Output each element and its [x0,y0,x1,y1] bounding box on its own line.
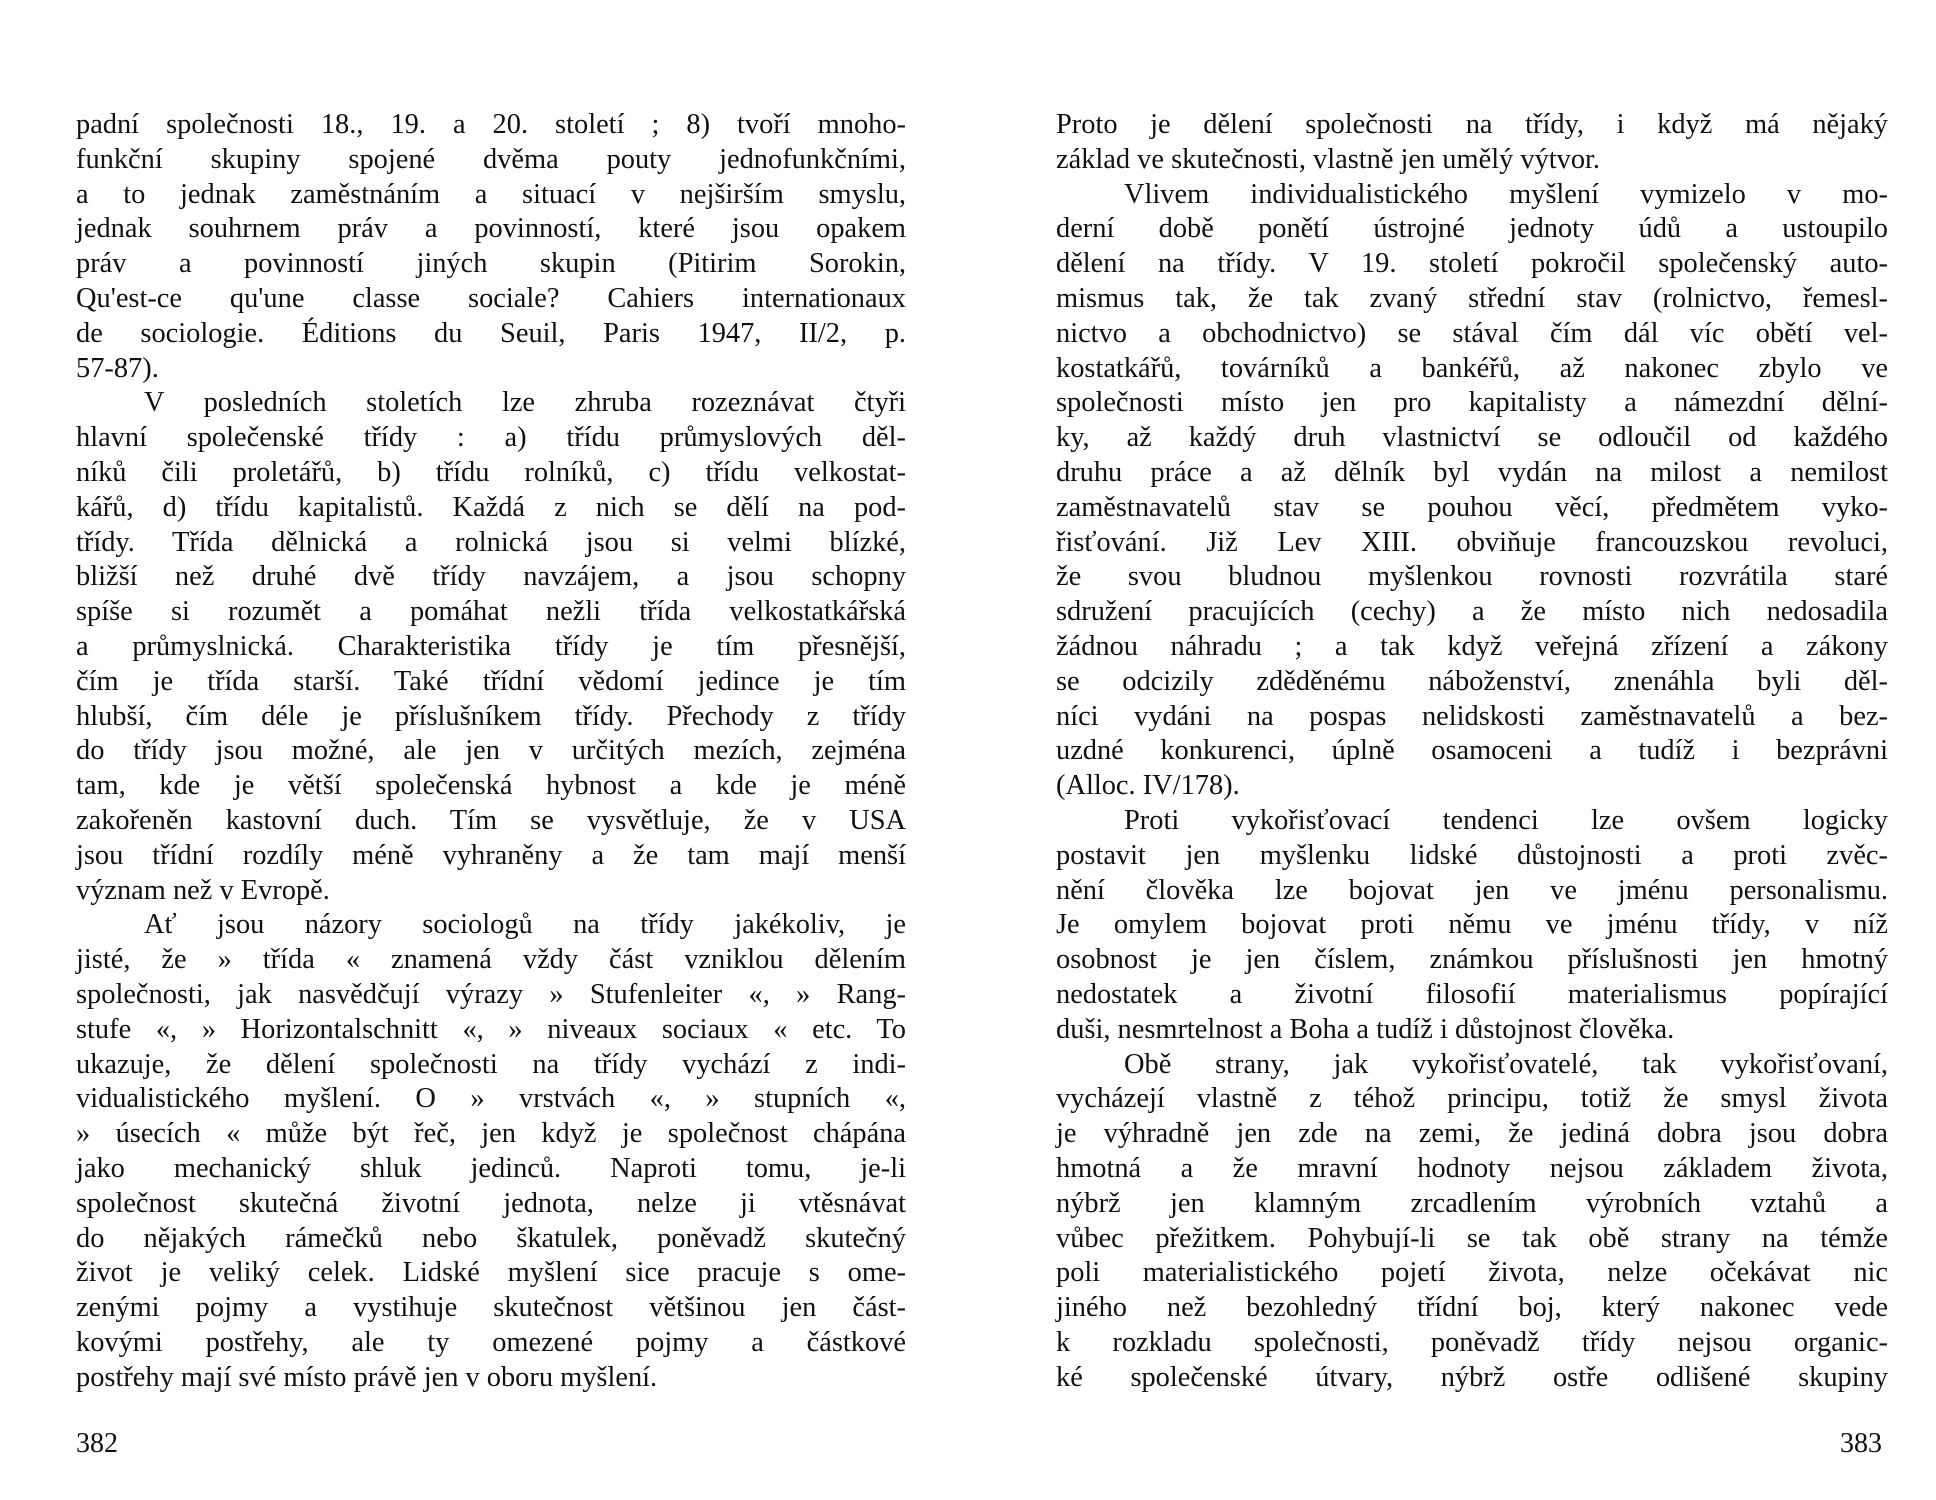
text-line: jednak souhrnem práv a povinností, které jsou opakem [76,213,906,245]
text-line: osobnost je jen číslem, známkou příslušnosti jen hmotný [1056,944,1888,976]
text-line: význam než v Evropě. [76,874,330,906]
text-line: níci vydáni na pospas nelidskosti zaměstnavatelů a bez- [1056,700,1888,732]
page-number-right: 383 [1840,1428,1882,1459]
text-line: se odcizily zděděnému náboženství, znenáhla byli děl- [1056,665,1888,697]
text-line: V posledních stoletích lze zhruba rozeznávat čtyři [144,387,906,419]
text-line: (Alloc. IV/178). [1056,770,1240,802]
text-line: zaměstnavatelů stav se pouhou věcí, předmětem vyko- [1056,491,1888,523]
text-line: kostatkářů, továrníků a bankéřů, až nakonec zbylo ve [1056,352,1888,384]
text-line: ké společenské útvary, nýbrž ostře odlišené skupiny [1056,1361,1888,1393]
text-line: ukazuje, že dělení společnosti na třídy vychází z indi- [76,1048,906,1080]
text-line: mismus tak, že tak zvaný střední stav (rolnictvo, řemesl- [1056,282,1888,314]
text-line: vidualistického myšlení. O » vrstvách «, » stupních «, [76,1083,906,1115]
text-line: poli materialistického pojetí života, nelze očekávat nic [1056,1257,1888,1289]
text-line: 57-87). [76,352,159,384]
text-line: de sociologie. Éditions du Seuil, Paris 1947, II/2, p. [76,317,906,349]
text-line: Vlivem individualistického myšlení vymizelo v mo- [1124,178,1888,210]
text-line: a to jednak zaměstnáním a situací v nejširším smyslu, [76,178,906,210]
text-line: Qu'est-ce qu'une classe sociale? Cahiers internationaux [76,282,906,314]
text-line: základ ve skutečnosti, vlastně jen umělý výtvor. [1056,143,1601,175]
text-line: jsou třídní rozdíly méně vyhraněny a že tam mají menší [76,839,906,871]
text-line: společnost skutečná životní jednota, nelze ji vtěsnávat [76,1187,906,1219]
text-line: nedostatek a životní filosofií materialismus popírající [1056,978,1888,1010]
text-line: níků čili proletářů, b) třídu rolníků, c) třídu velkostat- [76,456,906,488]
text-line: je výhradně jen zde na zemi, že jediná dobra jsou dobra [1056,1118,1888,1150]
text-line: zakořeněn kastovní duch. Tím se vysvětluje, že v USA [76,804,906,836]
text-line: že svou bludnou myšlenkou rovnosti rozvrátila staré [1056,561,1888,593]
text-line: padní společnosti 18., 19. a 20. století ; 8) tvoří mnoho- [76,109,906,140]
text-line: hmotná a že mravní hodnoty nejsou základem života, [1056,1152,1888,1184]
text-line: Obě strany, jak vykořisťovatelé, tak vykořisťovaní, [1124,1048,1888,1080]
text-line: jiného než bezohledný třídní boj, který nakonec vede [1056,1292,1888,1324]
text-line: nýbrž jen klamným zrcadlením výrobních vztahů a [1056,1187,1888,1219]
text-line: postavit jen myšlenku lidské důstojnosti a proti zvěc- [1056,839,1888,871]
text-line: dělení na třídy. V 19. století pokročil společenský auto- [1056,248,1888,280]
text-line: zenými pojmy a vystihuje skutečnost většinou jen část- [76,1292,906,1324]
text-line: derní době ponětí ústrojné jednoty údů a ustoupilo [1056,213,1888,245]
text-line: společnosti, jak nasvědčují výrazy » Stufenleiter «, » Rang- [76,978,906,1010]
text-line: společnosti místo jen pro kapitalisty a námezdní dělní- [1056,387,1888,419]
right-page-text [1056,108,1888,1395]
text-line: život je veliký celek. Lidské myšlení sice pracuje s ome- [76,1257,906,1289]
text-line: postřehy mají své místo právě jen v oboru myšlení. [76,1361,658,1393]
text-line: Proto je dělení společnosti na třídy, i když má nějaký [1056,109,1888,140]
text-line: do třídy jsou možné, ale jen v určitých mezích, zejména [76,735,906,767]
text-line: bližší než druhé dvě třídy navzájem, a jsou schopny [76,561,906,593]
text-line: funkční skupiny spojené dvěma pouty jednofunkčními, [76,143,906,175]
text-line: spíše si rozumět a pomáhat nežli třída velkostatkářská [76,596,906,628]
text-line: čím je třída starší. Také třídní vědomí jedince je tím [76,665,906,697]
text-line: stufe «, » Horizontalschnitt «, » niveaux sociaux « etc. To [76,1013,906,1045]
text-line: práv a povinností jiných skupin (Pitirim Sorokin, [76,248,906,280]
text-line: vůbec přežitkem. Pohybují-li se tak obě strany na témže [1056,1222,1888,1254]
text-line: druhu práce a až dělník byl vydán na milost a nemilost [1056,456,1888,488]
text-line: jako mechanický shluk jedinců. Naproti tomu, je-li [76,1152,906,1184]
text-line: jisté, že » třída « znamená vždy část vzniklou dělením [76,944,906,976]
page-number-left: 382 [76,1428,118,1459]
text-line: tam, kde je větší společenská hybnost a kde je méně [76,770,906,802]
text-line: sdružení pracujících (cechy) a že místo nich nedosadila [1056,596,1888,628]
text-line: k rozkladu společnosti, poněvadž třídy nejsou organic- [1056,1326,1888,1358]
text-line: do nějakých rámečků nebo škatulek, poněvadž skutečný [76,1222,906,1254]
text-line: hlavní společenské třídy : a) třídu průmyslových děl- [76,422,906,454]
text-line: žádnou náhradu ; a tak když veřejná zřízení a zákony [1056,630,1888,662]
text-line: uzdné konkurenci, úplně osamoceni a tudíž i bezprávni [1056,735,1888,767]
text-line: třídy. Třída dělnická a rolnická jsou si velmi blízké, [76,526,906,558]
text-line: Proti vykořisťovací tendenci lze ovšem logicky [1124,804,1888,836]
text-line: hlubší, čím déle je příslušníkem třídy. Přechody z třídy [76,700,906,732]
text-line: řisťování. Již Lev XIII. obviňuje francouzskou revoluci, [1056,526,1888,558]
text-line: duši, nesmrtelnost a Boha a tudíž i důstojnost člověka. [1056,1013,1675,1045]
left-page-text [76,108,906,1395]
text-line: kovými postřehy, ale ty omezené pojmy a částkové [76,1326,906,1358]
right-page [968,0,1936,1500]
text-line: Je omylem bojovat proti němu ve jménu třídy, v níž [1056,909,1888,941]
text-line: Ať jsou názory sociologů na třídy jakékoliv, je [144,909,906,941]
text-line: kářů, d) třídu kapitalistů. Každá z nich se dělí na pod- [76,491,906,523]
text-line: ky, až každý druh vlastnictví se odloučil od každého [1056,422,1888,454]
text-line: nictvo a obchodnictvo) se stával čím dál víc obětí vel- [1056,317,1888,349]
text-line: vycházejí vlastně z téhož principu, totiž že smysl života [1056,1083,1888,1115]
text-line: » úsecích « může být řeč, jen když je společnost chápána [76,1118,906,1150]
text-line: nění člověka lze bojovat jen ve jménu personalismu. [1056,874,1888,906]
text-line: a průmyslnická. Charakteristika třídy je tím přesnější, [76,630,906,662]
